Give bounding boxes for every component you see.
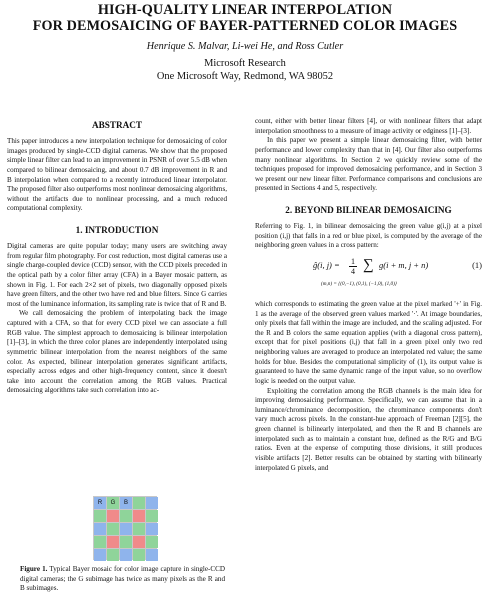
mosaic-cell: G <box>107 497 119 509</box>
equation-term: g(i + m, j + n) <box>379 259 429 270</box>
this-paper-paragraph: In this paper we present a simple linear demosaicing filter, with better performance and lower complexity than that in [4]. Our filter also outperforms many nonlinear algorithms. In Section 2 we quickly review some of the techniques proposed for improved demosaicing performance, and in Section 3 we present our new linear filter. Performance comparisons and conclusions are presented in Sections 4 and 5, respectively. <box>255 136 482 193</box>
mosaic-cell: B <box>120 497 132 509</box>
right-column <box>255 117 482 473</box>
mosaic-cell <box>94 510 106 522</box>
mosaic-cell <box>146 549 158 561</box>
mosaic-cell <box>94 536 106 548</box>
equation-lhs: ĝ(i, j) = <box>313 259 340 270</box>
mosaic-cell <box>120 549 132 561</box>
exploiting-paragraph: Exploiting the correlation among the RGB channels is the main idea for improving demosaicing performance. Specifically, we can assume that in a luminance/chrominance decomposition, the chrominance components don't vary much across pixels. In the constant-hue approach of Freeman [2][5], the green channel is bilinearly interpolated, and then the R and B channels are interpolated such as to maintain a constant hue, defined as the R/G and B/G ratios. Even at the expense of computing those divisions, it still produces visible artifacts [2]. Better results can be obtained by starting with bilinearly interpolated G pixels, and <box>255 386 482 472</box>
paper-authors: Henrique S. Malvar, Li-wei He, and Ross Cutler <box>146 41 344 52</box>
mosaic-cell <box>107 549 119 561</box>
summation-symbol: ∑ <box>363 256 374 273</box>
referring-paragraph: Referring to Fig. 1, in bilinear demosaicing the green value g(i,j) at a pixel position (i,j) that falls in a red or blue pixel, is computed by the average of the neighboring green values in a cross pattern: <box>255 222 482 250</box>
mosaic-cell <box>133 536 145 548</box>
bayer-mosaic-figure <box>93 496 157 560</box>
mosaic-cell <box>107 523 119 535</box>
beyond-bilinear-heading: 2. BEYOND BILINEAR DEMOSAICING <box>285 205 452 215</box>
equation-number: (1) <box>472 259 482 270</box>
mosaic-cell <box>120 523 132 535</box>
bayer-mosaic-grid <box>93 496 157 560</box>
mosaic-cell <box>107 510 119 522</box>
figure-1-caption <box>20 565 225 594</box>
mosaic-cell <box>133 523 145 535</box>
mosaic-cell <box>133 549 145 561</box>
mosaic-cell <box>120 510 132 522</box>
figure-1-caption-text: Typical Bayer mosaic for color image capture in single-CCD digital cameras; the G subimage has twice as many pixels as the R and B subimages. <box>20 565 225 592</box>
equation-1 <box>255 257 482 295</box>
paper-title-line-2: FOR DEMOSAICING OF BAYER-PATTERNED COLOR IMAGES <box>32 18 458 34</box>
fraction-denominator: 4 <box>351 266 355 276</box>
mosaic-cell: R <box>94 497 106 509</box>
mosaic-cell <box>94 523 106 535</box>
continued-paragraph: count, either with better linear filters [4], or with nonlinear filters that adapt interpolation smoothness to a measure of image activity or edginess [1]–[3]. <box>255 117 482 135</box>
abstract-heading: ABSTRACT <box>91 120 143 130</box>
mosaic-cell <box>107 536 119 548</box>
introduction-paragraph-1: Digital cameras are quite popular today; many users are switching away from regular film photography. For cost reduction, most digital cameras use a single charge-coupled device (CCD) sensor, with the CCD pixels preceded in the optical path by a color filter array (CFA) in a Bayer mosaic pattern, as shown in Fig. 1. For each 2×2 set of pixels, two diagonally opposed pixels have green filters, and the other two have red and blue filters. Since G carries most of the luminance information, its sampling rate is twice that of R and B. <box>7 242 227 308</box>
figure-1-label: Figure 1. <box>20 565 48 573</box>
affiliation-line-2: One Microsoft Way, Redmond, WA 98052 <box>156 70 334 82</box>
affiliation-line-1: Microsoft Research <box>204 58 286 69</box>
left-column <box>7 120 227 396</box>
equation-fraction <box>349 257 357 276</box>
mosaic-cell <box>133 510 145 522</box>
which-corresponds-paragraph: which corresponds to estimating the green value at the pixel marked '+' in Fig. 1 as the average of the observed green values marked '·'. At image boundaries, only pixels that fall within the image are included, and the scaling adjusted. For the R and B colors the same equation applies (with a diagonal cross pattern), except that for pixel positions (i,j) that fall in a green pixel only two red neighboring values are averaged to produce an interpolated red value; the same holds for blue. Besides the computational simplicity of (1), its output value is guaranteed to have the same dynamic range of the input value, so no overflow logic is needed on the output value. <box>255 299 482 385</box>
mosaic-cell <box>146 536 158 548</box>
fraction-numerator: 1 <box>351 256 355 266</box>
abstract-text: This paper introduces a new interpolation technique for demosaicing of color images produced by single-CCD digital cameras. We show that the proposed simple linear filter can lead to an improvement in PSNR of over 5.5 dB when compared to bilinear demosaicing, and about 0.7 dB improvement in R and B interpolation when compared to a recently introduced linear interpolator. The proposed filter also outperforms most nonlinear demosaicing algorithms, without the artifacts due to nonlinear processing, and a much reduced computational complexity. <box>7 137 227 213</box>
paper-header <box>0 2 490 83</box>
mosaic-cell <box>146 510 158 522</box>
equation-summation-subscript: (m,n) = {(0,−1), (0,1), (−1,0), (1,0)} <box>321 280 397 287</box>
mosaic-cell <box>120 536 132 548</box>
introduction-paragraph-2: We call demosaicing the problem of interpolating back the image captured with a CFA, so that for every CCD pixel we can associate a full RGB value. The simplest approach to demosaicing is bilinear interpolation [1]–[3], in which the three color planes are independently interpolated using symmetric bilinear interpolation from the nearest neighbors of the same color. As expected, bilinear interpolation generates significant artifacts, especially across edges and other high-frequency content, since it doesn't take into account the correlation among the RGB values. Practical demosaicing algorithms take such correlation into ac- <box>7 309 227 395</box>
paper-title-line-1: HIGH-QUALITY LINEAR INTERPOLATION <box>97 2 393 18</box>
mosaic-cell <box>133 497 145 509</box>
mosaic-cell <box>146 497 158 509</box>
mosaic-cell <box>94 549 106 561</box>
mosaic-cell <box>146 523 158 535</box>
introduction-heading: 1. INTRODUCTION <box>75 225 159 235</box>
